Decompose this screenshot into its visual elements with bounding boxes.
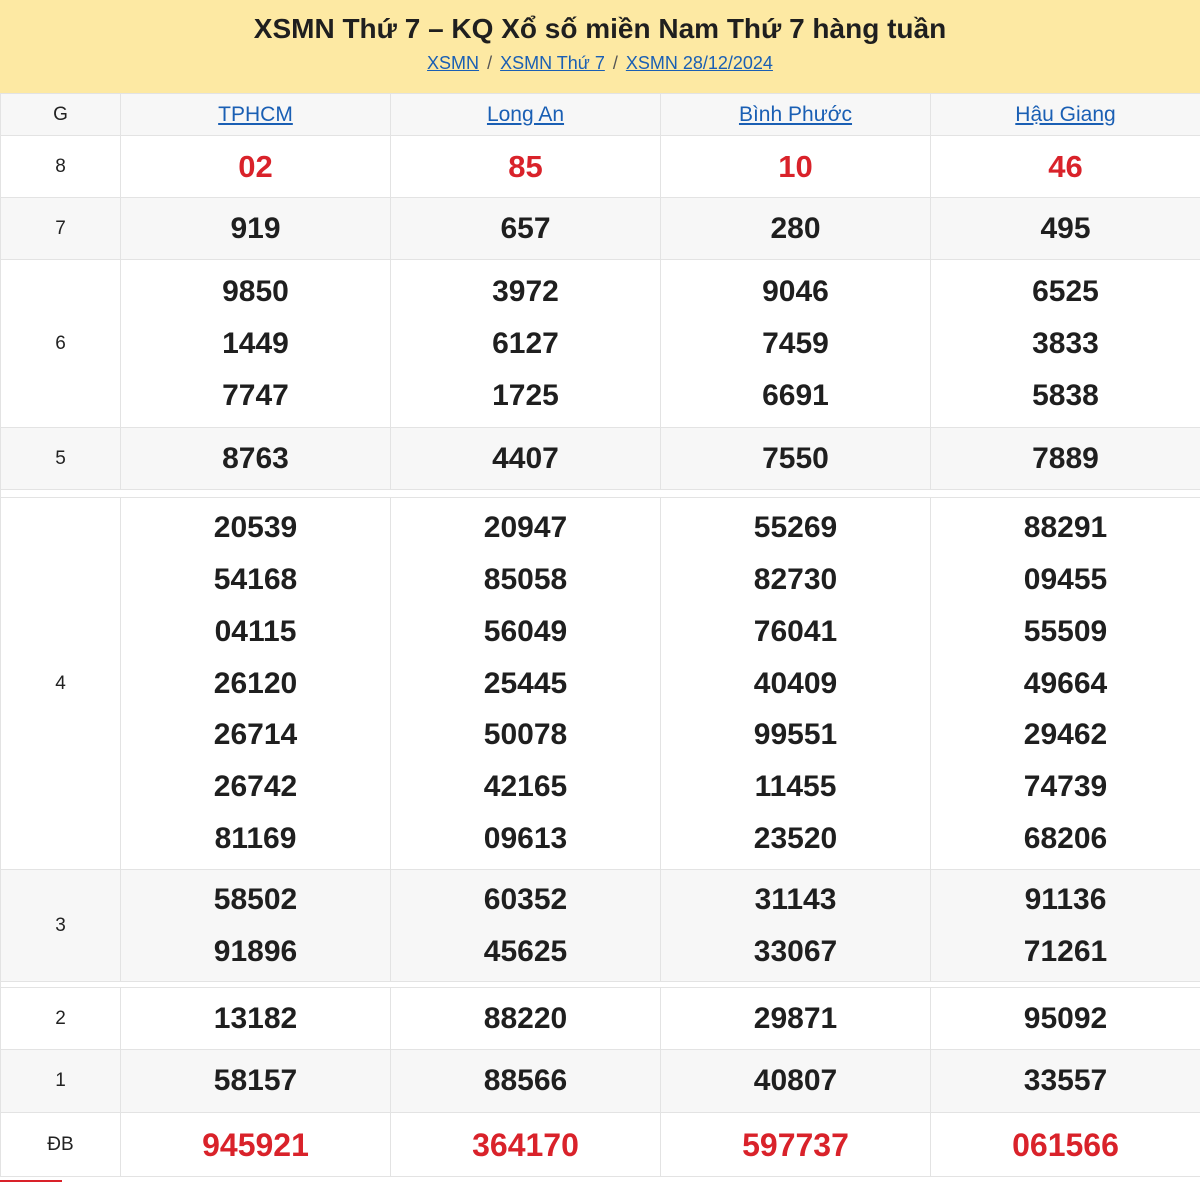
prize-cell xyxy=(661,1113,931,1177)
prize-cell xyxy=(661,870,931,982)
winning-number: 29871 xyxy=(753,1001,838,1035)
prize-label-cell xyxy=(1,1113,121,1177)
winning-number: 95092 xyxy=(1023,1001,1108,1035)
winning-number: 11455 xyxy=(754,770,837,804)
province-link-hau-giang[interactable]: Hậu Giang xyxy=(1015,102,1116,126)
winning-number: 1725 xyxy=(492,378,559,412)
prize-label: 2 xyxy=(55,1007,66,1029)
breadcrumb-xsmn-date[interactable]: XSMN 28/12/2024 xyxy=(625,53,773,73)
prize-cell xyxy=(661,498,931,870)
prize-cell xyxy=(121,870,391,982)
breadcrumb xyxy=(0,52,1200,74)
prize-row xyxy=(1,1050,1200,1113)
winning-number: 88220 xyxy=(483,1001,568,1035)
prize-row xyxy=(1,428,1200,490)
winning-number: 657 xyxy=(500,211,551,245)
prize-row xyxy=(1,260,1200,428)
prize-cell xyxy=(931,1113,1200,1177)
prize-row xyxy=(1,988,1200,1050)
winning-number: 50078 xyxy=(483,718,568,752)
winning-number: 42165 xyxy=(483,770,568,804)
winning-number: 20539 xyxy=(213,511,298,545)
province-link-long-an[interactable]: Long An xyxy=(486,102,565,126)
winning-number: 60352 xyxy=(483,882,568,916)
winning-number: 40807 xyxy=(753,1064,838,1097)
winning-number: 6127 xyxy=(492,326,559,360)
prize-label-cell xyxy=(1,428,121,490)
prize-label-cell xyxy=(1,198,121,260)
winning-number: 71261 xyxy=(1023,934,1108,968)
prize-cell xyxy=(661,136,931,198)
province-header-binh-phuoc xyxy=(661,94,931,136)
prize-cell xyxy=(391,988,661,1050)
winning-number: 56049 xyxy=(483,614,568,648)
winning-number: 26714 xyxy=(213,718,298,752)
breadcrumb-xsmn-thu-7[interactable]: XSMN Thứ 7 xyxy=(500,53,605,73)
winning-number: 6525 xyxy=(1032,274,1099,308)
prize-cell xyxy=(931,498,1200,870)
province-header-long-an xyxy=(391,94,661,136)
province-header-tphcm xyxy=(121,94,391,136)
winning-number: 31143 xyxy=(754,882,837,916)
prize-cell xyxy=(931,1050,1200,1113)
winning-number: 88566 xyxy=(483,1064,568,1097)
breadcrumb-separator: / xyxy=(612,53,618,73)
page-header xyxy=(0,0,1200,93)
prize-label-cell xyxy=(1,1050,121,1113)
breadcrumb-separator: / xyxy=(487,53,493,73)
winning-number: 7459 xyxy=(762,326,829,360)
winning-number: 3972 xyxy=(492,274,559,308)
prize-cell xyxy=(931,260,1200,428)
prize-label: 8 xyxy=(55,155,66,177)
prize-cell xyxy=(661,988,931,1050)
winning-number: 280 xyxy=(770,211,821,245)
winning-number: 26742 xyxy=(213,770,298,804)
winning-number-highlight: 061566 xyxy=(1012,1126,1119,1163)
prize-cell xyxy=(661,198,931,260)
prize-label: 5 xyxy=(55,447,66,469)
prize-cell xyxy=(391,428,661,490)
prize-cell xyxy=(391,1113,661,1177)
winning-number: 7889 xyxy=(1032,441,1099,475)
winning-number: 495 xyxy=(1040,211,1091,245)
winning-number: 45625 xyxy=(483,934,568,968)
winning-number: 85058 xyxy=(483,563,568,596)
prize-cell xyxy=(391,870,661,982)
prize-column-header: G xyxy=(1,94,121,136)
winning-number: 33067 xyxy=(753,934,838,968)
winning-number: 74739 xyxy=(1023,770,1108,804)
winning-number: 20947 xyxy=(483,511,568,545)
prize-label: 3 xyxy=(55,914,66,936)
winning-number-highlight: 10 xyxy=(778,148,813,184)
winning-number: 40409 xyxy=(753,666,838,700)
winning-number: 91896 xyxy=(213,934,298,968)
winning-number: 9046 xyxy=(762,274,829,308)
winning-number-highlight: 945921 xyxy=(202,1126,309,1163)
prize-cell xyxy=(121,1050,391,1113)
breadcrumb-xsmn[interactable]: XSMN xyxy=(427,53,480,73)
prize-label-cell xyxy=(1,988,121,1050)
winning-number: 23520 xyxy=(753,821,838,855)
prize-label-cell xyxy=(1,870,121,982)
prize-cell xyxy=(391,1050,661,1113)
prize-label: ĐB xyxy=(47,1133,74,1155)
winning-number: 68206 xyxy=(1023,821,1108,855)
winning-number: 49664 xyxy=(1023,666,1108,700)
prize-cell xyxy=(931,136,1200,198)
prize-cell xyxy=(661,1050,931,1113)
prize-row xyxy=(1,136,1200,198)
winning-number: 55509 xyxy=(1023,614,1108,648)
prize-label-cell xyxy=(1,136,121,198)
prize-cell xyxy=(931,428,1200,490)
winning-number: 7550 xyxy=(762,441,829,475)
winning-number: 3833 xyxy=(1032,326,1099,360)
prize-cell xyxy=(931,870,1200,982)
results-table xyxy=(0,93,1200,1177)
prize-cell xyxy=(121,198,391,260)
winning-number: 1449 xyxy=(222,326,289,360)
prize-cell xyxy=(391,198,661,260)
prize-row xyxy=(1,870,1200,982)
page-title: XSMN Thứ 7 – KQ Xổ số miền Nam Thứ 7 hàng tuần xyxy=(253,13,947,44)
province-link-binh-phuoc[interactable]: Bình Phước xyxy=(738,102,853,126)
prize-row xyxy=(1,498,1200,870)
prize-cell xyxy=(121,498,391,870)
winning-number-highlight: 364170 xyxy=(472,1126,579,1163)
winning-number: 76041 xyxy=(753,614,838,648)
prize-cell xyxy=(121,988,391,1050)
prize-cell xyxy=(661,428,931,490)
prize-label-cell xyxy=(1,260,121,428)
prize-label: 6 xyxy=(55,332,66,354)
prize-row xyxy=(1,198,1200,260)
province-link-tphcm[interactable]: TPHCM xyxy=(218,102,293,126)
prize-row xyxy=(1,1113,1200,1177)
winning-number: 88291 xyxy=(1023,511,1108,545)
winning-number: 91136 xyxy=(1024,882,1107,916)
winning-number: 04115 xyxy=(214,614,297,648)
prize-cell xyxy=(391,498,661,870)
winning-number: 55269 xyxy=(753,511,838,545)
winning-number: 6691 xyxy=(762,378,829,412)
winning-number: 58502 xyxy=(213,882,298,916)
winning-number: 26120 xyxy=(213,666,298,700)
prize-cell xyxy=(661,260,931,428)
winning-number: 5838 xyxy=(1032,378,1099,412)
winning-number: 82730 xyxy=(753,563,838,596)
winning-number: 7747 xyxy=(222,378,289,412)
prize-label: 4 xyxy=(55,672,66,694)
row-spacer xyxy=(1,490,1200,498)
winning-number: 25445 xyxy=(483,666,568,700)
winning-number-highlight: 85 xyxy=(508,148,543,184)
winning-number: 99551 xyxy=(753,718,838,752)
winning-number: 8763 xyxy=(222,441,289,475)
winning-number: 54168 xyxy=(213,563,298,596)
winning-number: 58157 xyxy=(213,1064,298,1097)
winning-number-highlight: 597737 xyxy=(742,1126,849,1163)
winning-number-highlight: 46 xyxy=(1048,148,1083,184)
winning-number: 29462 xyxy=(1023,718,1108,752)
winning-number: 81169 xyxy=(214,821,297,855)
winning-number: 09613 xyxy=(483,821,568,855)
prize-label-cell xyxy=(1,498,121,870)
winning-number-highlight: 02 xyxy=(238,148,273,184)
table-header-row xyxy=(1,94,1200,136)
province-header-hau-giang xyxy=(931,94,1200,136)
prize-cell xyxy=(931,198,1200,260)
winning-number: 09455 xyxy=(1023,563,1108,596)
winning-number: 4407 xyxy=(492,441,559,475)
winning-number: 919 xyxy=(230,211,281,245)
prize-cell xyxy=(931,988,1200,1050)
winning-number: 33557 xyxy=(1023,1064,1108,1097)
prize-cell xyxy=(391,136,661,198)
prize-label: 1 xyxy=(55,1070,66,1091)
winning-number: 9850 xyxy=(222,274,289,308)
prize-cell xyxy=(391,260,661,428)
prize-cell xyxy=(121,136,391,198)
winning-number: 13182 xyxy=(213,1001,298,1035)
prize-label: 7 xyxy=(55,217,66,239)
prize-cell xyxy=(121,260,391,428)
prize-cell xyxy=(121,428,391,490)
prize-cell xyxy=(121,1113,391,1177)
